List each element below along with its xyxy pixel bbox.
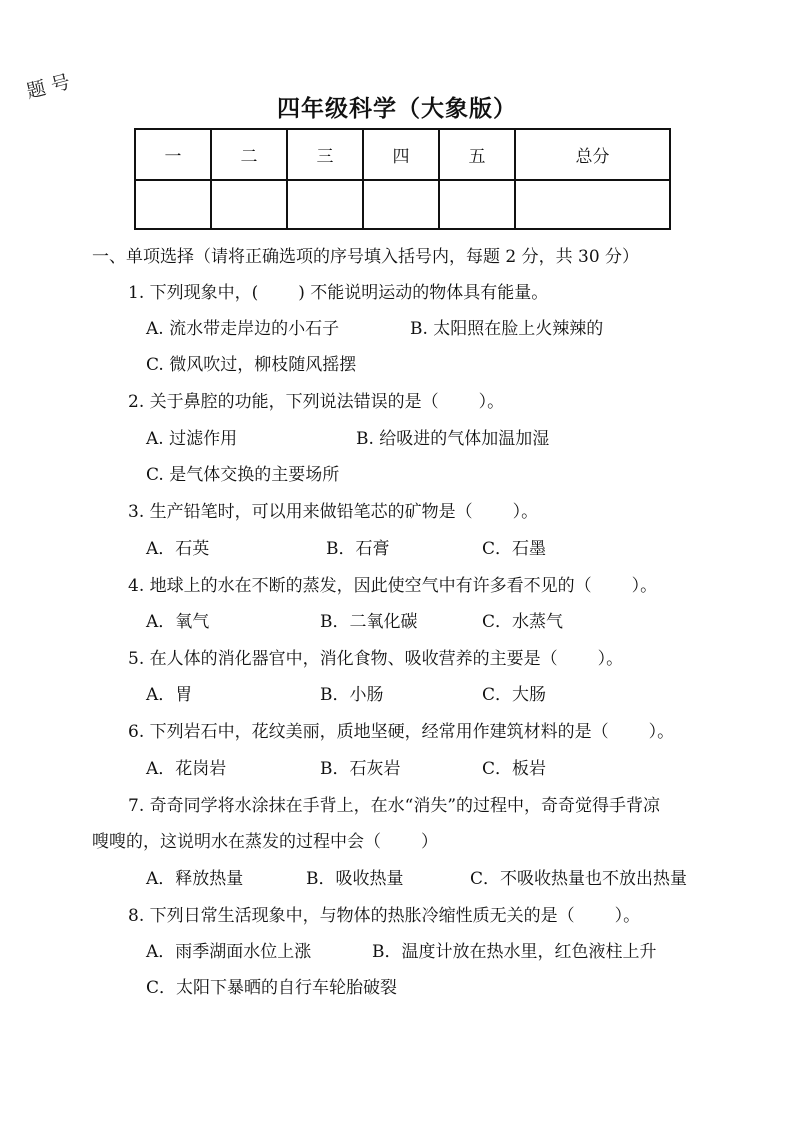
- question-8-option-a: A．雨季湖面水位上涨: [146, 942, 312, 962]
- score-header-5: 五: [439, 129, 515, 180]
- score-header-total: 总分: [515, 129, 670, 180]
- score-cell-4[interactable]: [363, 180, 439, 229]
- question-2-stem-before: 2. 关于鼻腔的功能，下列说法错误的是（: [128, 392, 439, 412]
- question-3-option-a: A．石英: [146, 539, 210, 559]
- question-1-option-a: A. 流水带走岸边的小石子: [146, 319, 340, 339]
- question-4-option-b: B．二氧化碳: [320, 612, 418, 632]
- question-3-stem-after: ）。: [512, 502, 539, 522]
- score-table-header-row: [135, 129, 670, 180]
- question-6-stem-after: ）。: [648, 722, 675, 742]
- question-4-stem-after: ）。: [631, 576, 658, 596]
- question-1-option-c: C. 微风吹过，柳枝随风摇摆: [146, 355, 357, 375]
- question-3-option-b: B．石膏: [326, 539, 390, 559]
- question-3-stem-before: 3. 生产铅笔时，可以用来做铅笔芯的矿物是（: [128, 502, 473, 522]
- score-header-2: 二: [211, 129, 287, 180]
- question-2-stem-after: ）。: [478, 392, 505, 412]
- question-1-stem: [128, 282, 548, 304]
- question-5-option-a: A．胃: [146, 685, 193, 705]
- question-2-option-a: A. 过滤作用: [146, 429, 238, 449]
- score-header-4: 四: [363, 129, 439, 180]
- question-5-stem: [128, 648, 623, 670]
- question-6-stem-before: 6. 下列岩石中，花纹美丽，质地坚硬，经常用作建筑材料的是（: [128, 722, 609, 742]
- question-4-stem: [128, 575, 657, 597]
- question-5-option-b: B．小肠: [320, 685, 384, 705]
- page-title: 四年级科学（大象版）: [277, 95, 517, 122]
- question-5-stem-after: ）。: [597, 649, 624, 669]
- question-6-option-b: B．石灰岩: [320, 759, 401, 779]
- section-heading: 一、单项选择（请将正确选项的序号填入括号内，每题 2 分，共 30 分）: [92, 247, 640, 267]
- question-6-option-c: C．板岩: [482, 759, 547, 779]
- question-2-option-c: C. 是气体交换的主要场所: [146, 465, 340, 485]
- score-table: [134, 128, 671, 230]
- question-6-stem: [128, 721, 674, 743]
- score-cell-total[interactable]: [515, 180, 670, 229]
- question-7-option-a: A．释放热量: [146, 869, 244, 889]
- question-8-option-b: B．温度计放在热水里，红色液柱上升: [372, 942, 657, 962]
- question-2-stem: [128, 391, 504, 413]
- question-1-stem-after: ) 不能说明运动的物体具有能量。: [298, 283, 549, 303]
- score-cell-2[interactable]: [211, 180, 287, 229]
- corner-mark: 题 号: [24, 70, 73, 103]
- question-8-option-c: C．太阳下暴晒的自行车轮胎破裂: [146, 978, 398, 998]
- question-7-stem-before: 嗖嗖的，这说明水在蒸发的过程中会（: [92, 832, 381, 852]
- question-8-stem: [128, 905, 640, 927]
- question-3-option-c: C．石墨: [482, 539, 547, 559]
- question-7-stem-after: ）: [421, 832, 438, 852]
- score-cell-3[interactable]: [287, 180, 363, 229]
- question-5-stem-before: 5. 在人体的消化器官中，消化食物、吸收营养的主要是（: [128, 649, 558, 669]
- question-7-stem-line1: 7. 奇奇同学将水涂抹在手背上，在水“消失”的过程中，奇奇觉得手背凉: [128, 796, 661, 816]
- question-1-stem-before: 1. 下列现象中，(: [128, 283, 259, 303]
- question-6-option-a: A．花岗岩: [146, 759, 227, 779]
- question-3-stem: [128, 501, 538, 523]
- question-7-stem-line2: [92, 831, 438, 853]
- question-2-option-b: B. 给吸进的气体加温加湿: [356, 429, 550, 449]
- question-4-option-c: C．水蒸气: [482, 612, 564, 632]
- score-cell-5[interactable]: [439, 180, 515, 229]
- question-7-option-c: C．不吸收热量也不放出热量: [470, 869, 688, 889]
- question-5-option-c: C．大肠: [482, 685, 547, 705]
- question-8-stem-after: ）。: [614, 906, 641, 926]
- score-table-blank-row: [135, 180, 670, 229]
- question-7-option-b: B．吸收热量: [306, 869, 404, 889]
- question-8-stem-before: 8. 下列日常生活现象中，与物体的热胀冷缩性质无关的是（: [128, 906, 575, 926]
- question-1-option-b: B. 太阳照在脸上火辣辣的: [410, 319, 604, 339]
- question-4-stem-before: 4. 地球上的水在不断的蒸发，因此使空气中有许多看不见的（: [128, 576, 592, 596]
- score-header-3: 三: [287, 129, 363, 180]
- score-cell-1[interactable]: [135, 180, 211, 229]
- question-4-option-a: A．氧气: [146, 612, 210, 632]
- score-header-1: 一: [135, 129, 211, 180]
